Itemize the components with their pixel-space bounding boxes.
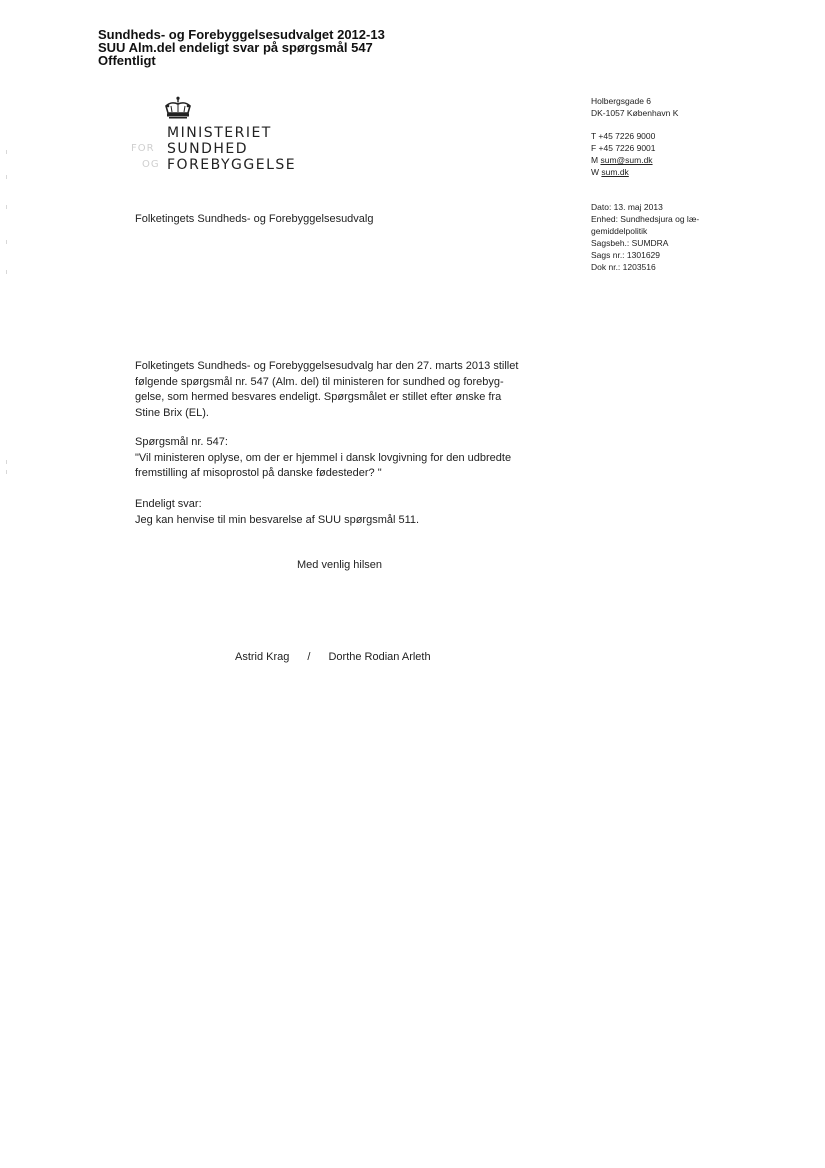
signer-official: Dorthe Rodian Arleth bbox=[328, 651, 431, 663]
stamp-reference: SUU Alm.del endeligt svar på spørgsmål 547 bbox=[98, 40, 373, 55]
web-prefix: W bbox=[591, 167, 600, 177]
scan-speck bbox=[6, 270, 7, 274]
intro-line: gelse, som hermed besvares endeligt. Spørgsmålet er stillet efter ønske fra bbox=[135, 391, 502, 403]
web-line bbox=[591, 166, 678, 178]
email-line bbox=[591, 154, 678, 166]
intro-line: følgende spørgsmål nr. 547 (Alm. del) til ministeren for sundhed og forebyg- bbox=[135, 375, 504, 388]
scan-speck bbox=[6, 175, 7, 179]
case-handler: Sagsbeh.: SUMDRA bbox=[591, 238, 669, 248]
document-number: Dok nr.: 1203516 bbox=[591, 262, 656, 272]
answer-label: Endeligt svar: bbox=[135, 498, 202, 510]
case-metadata bbox=[591, 201, 699, 273]
scan-speck bbox=[6, 205, 7, 209]
case-number: Sags nr.: 1301629 bbox=[591, 250, 661, 260]
logo-prefix-og: OG bbox=[142, 159, 160, 170]
scan-speck bbox=[6, 460, 7, 464]
document-stamp bbox=[98, 28, 385, 67]
closing-greeting: Med venlig hilsen bbox=[297, 559, 382, 571]
signatories bbox=[235, 651, 431, 663]
stamp-status: Offentligt bbox=[98, 53, 156, 68]
crown-icon bbox=[163, 96, 193, 120]
signer-minister: Astrid Krag bbox=[235, 651, 290, 663]
phone-number: T +45 7226 9000 bbox=[591, 131, 656, 141]
question-line: fremstilling af misoprostol på danske fødesteder? " bbox=[135, 467, 382, 479]
address-street: Holbergsgade 6 bbox=[591, 96, 652, 106]
scan-speck bbox=[6, 470, 7, 474]
email-link[interactable]: sum@sum.dk bbox=[600, 155, 653, 165]
question-section bbox=[135, 435, 555, 482]
question-label: Spørgsmål nr. 547: bbox=[135, 436, 228, 448]
web-link[interactable]: sum.dk bbox=[601, 167, 629, 177]
answer-section bbox=[135, 497, 555, 528]
intro-line: Folketingets Sundheds- og Forebyggelsesudvalg har den 27. marts 2013 stillet bbox=[135, 360, 519, 372]
letter-date: Dato: 13. maj 2013 bbox=[591, 202, 663, 212]
address-city: DK-1057 København K bbox=[591, 108, 679, 118]
recipient: Folketingets Sundheds- og Forebyggelsesudvalg bbox=[135, 213, 374, 225]
email-prefix: M bbox=[591, 155, 599, 165]
logo-prevention-text: FOREBYGGELSE bbox=[167, 157, 297, 173]
intro-paragraph bbox=[135, 359, 555, 421]
answer-text: Jeg kan henvise til min besvarelse af SUU spørgsmål 511. bbox=[135, 513, 420, 526]
logo-prefix-for: FOR bbox=[131, 143, 155, 154]
signer-separator: / bbox=[307, 651, 311, 663]
scan-speck bbox=[6, 240, 7, 244]
stamp-committee: Sundheds- og Forebyggelsesudvalget 2012-13 bbox=[98, 27, 385, 42]
logo-ministry-text: MINISTERIET bbox=[167, 125, 272, 141]
scan-speck bbox=[6, 150, 7, 154]
unit-line-1: Enhed: Sundhedsjura og læ- bbox=[591, 214, 700, 224]
unit-line-2: gemiddelpolitik bbox=[591, 226, 648, 236]
ministry-logo bbox=[131, 96, 301, 176]
intro-line: Stine Brix (EL). bbox=[135, 406, 209, 419]
question-line: "Vil ministeren oplyse, om der er hjemmel i dansk lovgivning for den udbredte bbox=[135, 451, 512, 464]
address-block bbox=[591, 95, 678, 178]
fax-number: F +45 7226 9001 bbox=[591, 143, 656, 153]
logo-health-text: SUNDHED bbox=[167, 141, 249, 157]
